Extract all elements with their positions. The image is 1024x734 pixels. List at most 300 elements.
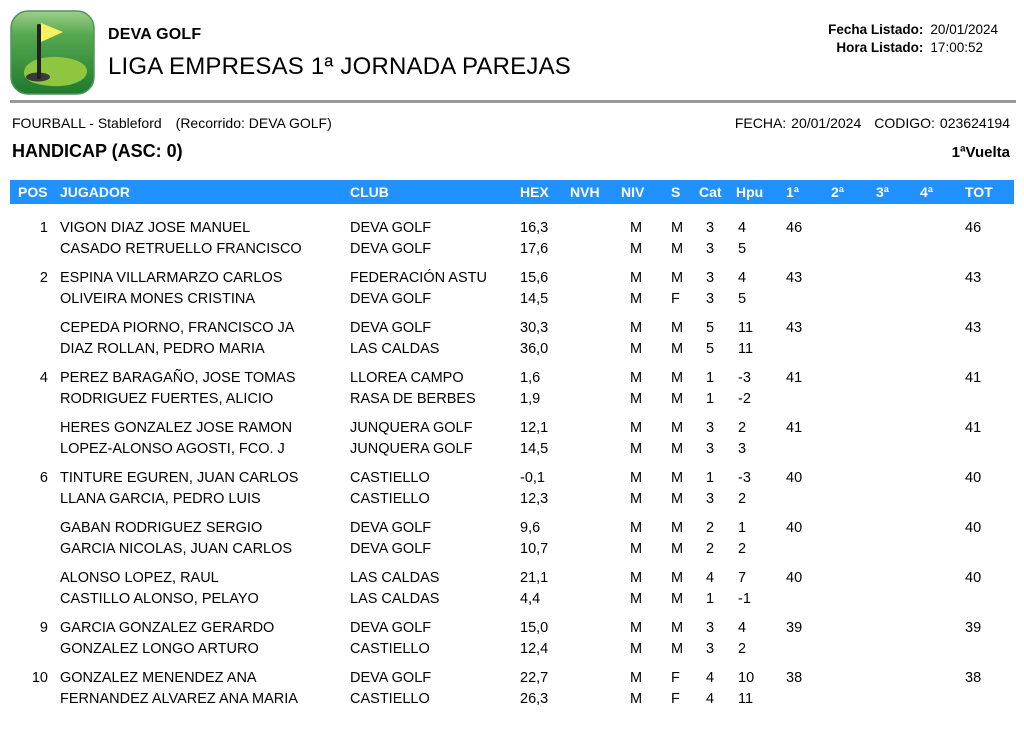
cell-r3 <box>876 368 920 389</box>
table-row <box>10 468 1014 510</box>
header-divider <box>10 100 1016 103</box>
cell-nvh <box>570 318 621 339</box>
cell-niv: M <box>630 691 643 707</box>
cell-hpu: 2 <box>738 541 747 557</box>
col-header-round2: 2ª <box>831 184 844 200</box>
cell-hex: 12,3 <box>520 491 549 507</box>
cell-s: M <box>671 270 684 286</box>
col-header-jugador: JUGADOR <box>60 184 131 200</box>
col-header-niv: NIV <box>621 184 645 200</box>
cell-s: M <box>671 470 684 486</box>
cell-hex: 36,0 <box>520 341 549 357</box>
cell-hpu: -3 <box>738 470 751 486</box>
player-name: GARCIA GONZALEZ GERARDO <box>60 620 275 636</box>
cell-cat: 4 <box>706 691 715 707</box>
cell-r3 <box>876 518 920 539</box>
cell-hex: 16,3 <box>520 220 549 236</box>
cell-r3 <box>876 539 920 560</box>
cell-r2 <box>831 339 876 360</box>
player-name: TINTURE EGUREN, JUAN CARLOS <box>60 470 299 486</box>
cell-hex: 26,3 <box>520 691 549 707</box>
cell-hpu: 11 <box>738 341 754 357</box>
player-name: CASADO RETRUELLO FRANCISCO <box>60 241 302 257</box>
cell-r3 <box>876 318 920 339</box>
cell-pos <box>10 489 60 510</box>
cell-r2 <box>831 289 876 310</box>
cell-pos <box>10 289 60 310</box>
cell-pos: 10 <box>31 670 48 686</box>
cell-r4 <box>920 218 965 239</box>
cell-s: M <box>671 320 684 336</box>
codigo-value: 023624194 <box>939 115 1010 131</box>
cell-nvh <box>570 289 621 310</box>
cell-cat: 1 <box>706 370 715 386</box>
col-header-hpu: Hpu <box>736 184 764 200</box>
cell-nvh <box>570 239 621 260</box>
club-name: DEVA GOLF <box>108 26 202 43</box>
page-title: LIGA EMPRESAS 1ª JORNADA PAREJAS <box>108 53 571 80</box>
cell-niv: M <box>630 591 643 607</box>
cell-nvh <box>570 639 621 660</box>
cell-niv: M <box>630 420 643 436</box>
cell-hex: 17,6 <box>520 241 549 257</box>
player-name: ESPINA VILLARMARZO CARLOS <box>60 270 283 286</box>
cell-club: LAS CALDAS <box>350 591 440 607</box>
col-header-round1: 1ª <box>786 184 799 200</box>
cell-s: M <box>671 620 684 636</box>
cell-r2 <box>831 439 876 460</box>
cell-tot: 40 <box>965 520 982 536</box>
cell-niv: M <box>630 441 643 457</box>
cell-r1: 40 <box>786 470 803 486</box>
codigo-label: CODIGO: <box>874 115 935 131</box>
cell-r3 <box>876 389 920 410</box>
cell-r1: 39 <box>786 620 803 636</box>
cell-r3 <box>876 689 920 710</box>
cell-pos: 1 <box>39 220 48 236</box>
cell-s: M <box>671 541 684 557</box>
cell-r4 <box>920 368 965 389</box>
cell-r1 <box>786 289 831 310</box>
cell-r4 <box>920 618 965 639</box>
cell-r1 <box>786 389 831 410</box>
cell-s: F <box>671 691 680 707</box>
table-row <box>10 518 1014 560</box>
competition-format <box>12 115 332 131</box>
cell-r3 <box>876 289 920 310</box>
cell-niv: M <box>630 520 643 536</box>
cell-hex: 30,3 <box>520 320 549 336</box>
cell-club: CASTIELLO <box>350 641 430 657</box>
cell-r4 <box>920 468 965 489</box>
cell-r1: 41 <box>786 420 803 436</box>
cell-r1 <box>786 439 831 460</box>
table-row <box>10 568 1014 610</box>
cell-r3 <box>876 618 920 639</box>
cell-tot <box>965 439 1014 460</box>
cell-r2 <box>831 539 876 560</box>
cell-tot <box>965 589 1014 610</box>
player-name: GABAN RODRIGUEZ SERGIO <box>60 520 263 536</box>
cell-r1: 41 <box>786 370 803 386</box>
cell-r1 <box>786 639 831 660</box>
cell-nvh <box>570 339 621 360</box>
cell-s: M <box>671 441 684 457</box>
cell-cat: 3 <box>706 420 715 436</box>
cell-r3 <box>876 468 920 489</box>
cell-hpu: -2 <box>738 391 751 407</box>
cell-r4 <box>920 689 965 710</box>
cell-s: F <box>671 291 680 307</box>
cell-tot: 43 <box>965 270 982 286</box>
cell-s: M <box>671 341 684 357</box>
cell-niv: M <box>630 541 643 557</box>
cell-tot <box>965 539 1014 560</box>
cell-r3 <box>876 339 920 360</box>
cell-hpu: 3 <box>738 441 747 457</box>
player-name: HERES GONZALEZ JOSE RAMON <box>60 420 293 436</box>
cell-hex: 14,5 <box>520 441 549 457</box>
cell-club: LAS CALDAS <box>350 570 440 586</box>
cell-r4 <box>920 668 965 689</box>
cell-r2 <box>831 368 876 389</box>
round-label: 1ªVuelta <box>951 144 1010 161</box>
cell-r3 <box>876 218 920 239</box>
player-name: CASTILLO ALONSO, PELAYO <box>60 591 259 607</box>
player-name: RODRIGUEZ FUERTES, ALICIO <box>60 391 274 407</box>
cell-r4 <box>920 439 965 460</box>
cell-club: JUNQUERA GOLF <box>350 420 473 436</box>
cell-hex: 22,7 <box>520 670 549 686</box>
modalidad-text: FOURBALL - Stableford <box>12 115 162 131</box>
cell-hpu: 7 <box>738 570 747 586</box>
cell-pos <box>10 418 60 439</box>
results-body <box>10 204 1014 710</box>
col-header-nvh: NVH <box>570 184 600 200</box>
cell-nvh <box>570 389 621 410</box>
cell-tot <box>965 239 1014 260</box>
cell-niv: M <box>630 241 643 257</box>
fecha-value: 20/01/2024 <box>791 115 862 131</box>
cell-r1 <box>786 589 831 610</box>
cell-niv: M <box>630 291 643 307</box>
cell-hex: 15,6 <box>520 270 549 286</box>
cell-nvh <box>570 268 621 289</box>
cell-r2 <box>831 468 876 489</box>
col-header-round3: 3ª <box>876 184 889 200</box>
cell-r2 <box>831 568 876 589</box>
cell-r2 <box>831 318 876 339</box>
cell-hex: 9,6 <box>520 520 541 536</box>
cell-hex: 10,7 <box>520 541 549 557</box>
cell-s: M <box>671 520 684 536</box>
cell-r2 <box>831 389 876 410</box>
cell-pos: 9 <box>39 620 48 636</box>
cell-cat: 1 <box>706 391 715 407</box>
cell-cat: 2 <box>706 520 715 536</box>
hora-listado-label: Hora Listado: <box>836 40 924 55</box>
fecha-label: FECHA: <box>734 115 787 131</box>
cell-nvh <box>570 589 621 610</box>
cell-cat: 3 <box>706 441 715 457</box>
col-header-round4: 4ª <box>920 184 933 200</box>
cell-club: CASTIELLO <box>350 691 430 707</box>
cell-club: JUNQUERA GOLF <box>350 441 473 457</box>
cell-club: RASA DE BERBES <box>350 391 476 407</box>
cell-s: M <box>671 591 684 607</box>
cell-hpu: 11 <box>738 691 754 707</box>
cell-hpu: 5 <box>738 241 747 257</box>
cell-r2 <box>831 218 876 239</box>
cell-r3 <box>876 639 920 660</box>
cell-tot: 38 <box>965 670 982 686</box>
cell-hex: 15,0 <box>520 620 549 636</box>
col-header-s: S <box>671 184 681 200</box>
cell-r2 <box>831 268 876 289</box>
cell-tot <box>965 489 1014 510</box>
player-name: ALONSO LOPEZ, RAUL <box>60 570 219 586</box>
cell-r2 <box>831 618 876 639</box>
cell-pos <box>10 589 60 610</box>
cell-r4 <box>920 568 965 589</box>
cell-pos: 2 <box>39 270 48 286</box>
cell-s: M <box>671 420 684 436</box>
cell-r4 <box>920 489 965 510</box>
cell-r4 <box>920 289 965 310</box>
cell-r1 <box>786 539 831 560</box>
cell-cat: 3 <box>706 641 715 657</box>
cell-cat: 4 <box>706 570 715 586</box>
fecha-listado-label: Fecha Listado: <box>828 22 924 37</box>
cell-r2 <box>831 689 876 710</box>
cell-r4 <box>920 589 965 610</box>
cell-niv: M <box>630 641 643 657</box>
cell-hpu: 10 <box>738 670 755 686</box>
cell-nvh <box>570 468 621 489</box>
cell-r4 <box>920 339 965 360</box>
cell-pos <box>10 318 60 339</box>
col-header-total: TOT <box>965 184 993 200</box>
player-name: VIGON DIAZ JOSE MANUEL <box>60 220 251 236</box>
cell-niv: M <box>630 670 643 686</box>
cell-nvh <box>570 489 621 510</box>
cell-r3 <box>876 668 920 689</box>
table-row <box>10 268 1014 310</box>
cell-hpu: 2 <box>738 491 747 507</box>
hora-listado-value: 17:00:52 <box>930 40 983 55</box>
cell-nvh <box>570 518 621 539</box>
cell-nvh <box>570 539 621 560</box>
cell-nvh <box>570 689 621 710</box>
cell-hex: 1,9 <box>520 391 541 407</box>
cell-r1 <box>786 239 831 260</box>
cell-r1 <box>786 339 831 360</box>
cell-club: FEDERACIÓN ASTU <box>350 270 487 286</box>
cell-cat: 3 <box>706 620 715 636</box>
cell-nvh <box>570 439 621 460</box>
cell-cat: 3 <box>706 220 715 236</box>
cell-r2 <box>831 418 876 439</box>
player-name: OLIVEIRA MONES CRISTINA <box>60 291 255 307</box>
cell-cat: 3 <box>706 491 715 507</box>
cell-tot <box>965 339 1014 360</box>
cell-cat: 5 <box>706 320 715 336</box>
cell-r3 <box>876 268 920 289</box>
cell-pos <box>10 518 60 539</box>
cell-club: DEVA GOLF <box>350 541 432 557</box>
cell-hex: 12,4 <box>520 641 549 657</box>
cell-nvh <box>570 668 621 689</box>
cell-tot: 41 <box>965 420 982 436</box>
cell-hpu: 4 <box>738 620 747 636</box>
cell-nvh <box>570 418 621 439</box>
cell-hpu: 5 <box>738 291 747 307</box>
ranking-title: HANDICAP (ASC: 0) <box>12 141 183 161</box>
cell-pos <box>10 539 60 560</box>
cell-hex: 1,6 <box>520 370 541 386</box>
col-header-club: CLUB <box>350 184 389 200</box>
cell-tot: 43 <box>965 320 982 336</box>
cell-r4 <box>920 318 965 339</box>
cell-pos <box>10 639 60 660</box>
cell-tot <box>965 389 1014 410</box>
cell-s: M <box>671 370 684 386</box>
recorrido-text: (Recorrido: DEVA GOLF) <box>175 115 332 131</box>
cell-s: M <box>671 641 684 657</box>
cell-hpu: 2 <box>738 641 747 657</box>
cell-s: M <box>671 241 684 257</box>
cell-s: F <box>671 670 680 686</box>
cell-r3 <box>876 568 920 589</box>
col-header-pos: POS <box>18 184 48 200</box>
cell-r3 <box>876 239 920 260</box>
cell-hpu: -1 <box>738 591 751 607</box>
cell-cat: 2 <box>706 541 715 557</box>
cell-club: DEVA GOLF <box>350 291 432 307</box>
cell-r1: 40 <box>786 570 803 586</box>
cell-cat: 3 <box>706 291 715 307</box>
cell-r3 <box>876 418 920 439</box>
cell-hpu: 2 <box>738 420 747 436</box>
cell-pos <box>10 439 60 460</box>
player-name: GONZALEZ LONGO ARTURO <box>60 641 259 657</box>
cell-tot: 40 <box>965 470 982 486</box>
cell-r2 <box>831 589 876 610</box>
cell-tot: 46 <box>965 220 982 236</box>
cell-r1: 43 <box>786 270 803 286</box>
table-row <box>10 418 1014 460</box>
fecha-listado-value: 20/01/2024 <box>930 22 998 37</box>
cell-niv: M <box>630 320 643 336</box>
table-row <box>10 668 1014 710</box>
cell-tot: 40 <box>965 570 982 586</box>
cell-r4 <box>920 239 965 260</box>
cell-tot: 39 <box>965 620 982 636</box>
cell-nvh <box>570 568 621 589</box>
cell-cat: 3 <box>706 270 715 286</box>
cell-tot <box>965 689 1014 710</box>
cell-niv: M <box>630 620 643 636</box>
col-header-hex: HEX <box>520 184 549 200</box>
cell-tot: 41 <box>965 370 982 386</box>
cell-tot <box>965 289 1014 310</box>
cell-club: DEVA GOLF <box>350 620 432 636</box>
cell-hpu: -3 <box>738 370 751 386</box>
cell-r3 <box>876 589 920 610</box>
listing-date-block <box>828 22 998 55</box>
cell-niv: M <box>630 470 643 486</box>
cell-club: CASTIELLO <box>350 491 430 507</box>
cell-hpu: 11 <box>738 320 754 336</box>
cell-r2 <box>831 668 876 689</box>
cell-r1 <box>786 689 831 710</box>
cell-hex: 21,1 <box>520 570 549 586</box>
player-name: GONZALEZ MENENDEZ ANA <box>60 670 257 686</box>
results-table <box>10 180 1014 718</box>
player-name: FERNANDEZ ALVAREZ ANA MARIA <box>60 691 298 707</box>
cell-pos: 4 <box>39 370 48 386</box>
cell-niv: M <box>630 570 643 586</box>
cell-hpu: 1 <box>738 520 747 536</box>
cell-nvh <box>570 368 621 389</box>
player-name: DIAZ ROLLAN, PEDRO MARIA <box>60 341 265 357</box>
cell-r3 <box>876 489 920 510</box>
cell-hpu: 4 <box>738 270 747 286</box>
cell-club: LLOREA CAMPO <box>350 370 464 386</box>
cell-s: M <box>671 220 684 236</box>
cell-r2 <box>831 239 876 260</box>
cell-pos <box>10 389 60 410</box>
cell-club: DEVA GOLF <box>350 320 432 336</box>
cell-nvh <box>570 618 621 639</box>
cell-s: M <box>671 570 684 586</box>
cell-cat: 1 <box>706 591 715 607</box>
cell-r1 <box>786 489 831 510</box>
cell-pos <box>10 339 60 360</box>
cell-s: M <box>671 391 684 407</box>
cell-r4 <box>920 539 965 560</box>
cell-niv: M <box>630 341 643 357</box>
cell-cat: 1 <box>706 470 715 486</box>
table-header-row <box>10 180 1014 204</box>
cell-r1: 38 <box>786 670 803 686</box>
cell-r4 <box>920 268 965 289</box>
cell-niv: M <box>630 391 643 407</box>
player-name: LOPEZ-ALONSO AGOSTI, FCO. J <box>60 441 285 457</box>
cell-hex: 12,1 <box>520 420 549 436</box>
cell-r1: 43 <box>786 320 803 336</box>
player-name: GARCIA NICOLAS, JUAN CARLOS <box>60 541 293 557</box>
cell-pos <box>10 689 60 710</box>
cell-club: DEVA GOLF <box>350 670 432 686</box>
cell-niv: M <box>630 370 643 386</box>
cell-niv: M <box>630 270 643 286</box>
cell-r2 <box>831 518 876 539</box>
cell-r4 <box>920 389 965 410</box>
cell-hex: 4,4 <box>520 591 541 607</box>
table-row <box>10 368 1014 410</box>
cell-niv: M <box>630 220 643 236</box>
cell-pos: 6 <box>39 470 48 486</box>
cell-r4 <box>920 639 965 660</box>
player-name: PEREZ BARAGAÑO, JOSE TOMAS <box>60 370 296 386</box>
table-row <box>10 318 1014 360</box>
cell-club: DEVA GOLF <box>350 220 432 236</box>
golf-flag-icon <box>10 10 95 95</box>
cell-tot <box>965 639 1014 660</box>
cell-club: DEVA GOLF <box>350 520 432 536</box>
col-header-cat: Cat <box>699 184 722 200</box>
